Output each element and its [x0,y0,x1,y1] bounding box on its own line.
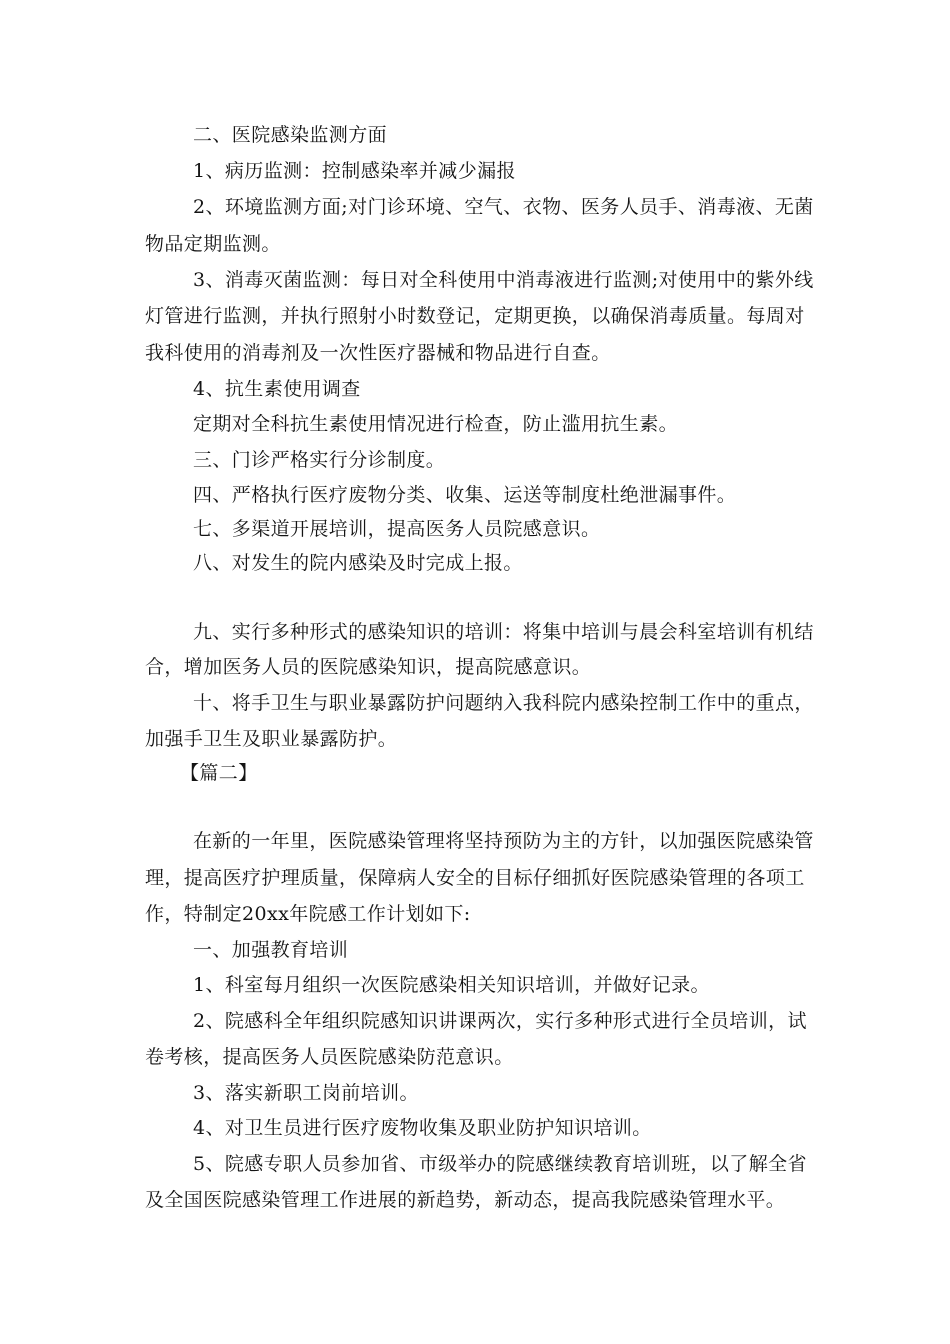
paragraph-line: 物品定期监测。 [145,233,281,255]
paragraph-line: 十、将手卫生与职业暴露防护问题纳入我科院内感染控制工作中的重点， [193,692,814,714]
paragraph-line: 合，增加医务人员的医院感染知识，提高院感意识。 [145,656,592,678]
section-heading: 二、医院感染监测方面 [193,124,388,146]
paragraph-line: 1、病历监测：控制感染率并减少漏报 [193,160,516,182]
paragraph-line: 1、科室每月组织一次医院感染相关知识培训，并做好记录。 [193,974,710,996]
paragraph-line: 4、对卫生员进行医疗废物收集及职业防护知识培训。 [193,1117,652,1139]
paragraph-line: 定期对全科抗生素使用情况进行检查，防止滥用抗生素。 [193,413,679,435]
paragraph-line: 3、消毒灭菌监测：每日对全科使用中消毒液进行监测;对使用中的紫外线 [193,269,814,291]
paragraph-line: 我科使用的消毒剂及一次性医疗器械和物品进行自查。 [145,342,611,364]
paragraph-line: 加强手卫生及职业暴露防护。 [145,728,398,750]
paragraph-line: 在新的一年里，医院感染管理将坚持预防为主的方针，以加强医院感染管 [193,830,814,852]
paragraph-line: 九、实行多种形式的感染知识的培训：将集中培训与晨会科室培训有机结 [193,621,814,643]
paragraph-line: 及全国医院感染管理工作进展的新趋势，新动态，提高我院感染管理水平。 [145,1189,786,1211]
paragraph-line: 3、落实新职工岗前培训。 [193,1082,419,1104]
paragraph-line: 作，特制定20xx年院感工作计划如下: [145,903,471,925]
section-heading: 四、严格执行医疗废物分类、收集、运送等制度杜绝泄漏事件。 [193,484,737,506]
section-heading: 一、加强教育培训 [193,939,349,961]
paragraph-line: 卷考核，提高医务人员医院感染防范意识。 [145,1046,514,1068]
part-heading: 【篇二】 [180,762,258,784]
paragraph-line: 2、环境监测方面;对门诊环境、空气、衣物、医务人员手、消毒液、无菌 [193,196,814,218]
paragraph-line: 理，提高医疗护理质量，保障病人安全的目标仔细抓好医院感染管理的各项工 [145,867,805,889]
paragraph-line: 2、院感科全年组织院感知识讲课两次，实行多种形式进行全员培训，试 [193,1010,807,1032]
section-heading: 三、门诊严格实行分诊制度。 [193,449,446,471]
paragraph-line: 5、院感专职人员参加省、市级举办的院感继续教育培训班，以了解全省 [193,1153,807,1175]
section-heading: 八、对发生的院内感染及时完成上报。 [193,552,523,574]
paragraph-line: 灯管进行监测，并执行照射小时数登记，定期更换，以确保消毒质量。每周对 [145,305,805,327]
section-heading: 七、多渠道开展培训，提高医务人员院感意识。 [193,518,601,540]
paragraph-line: 4、抗生素使用调查 [193,378,361,400]
